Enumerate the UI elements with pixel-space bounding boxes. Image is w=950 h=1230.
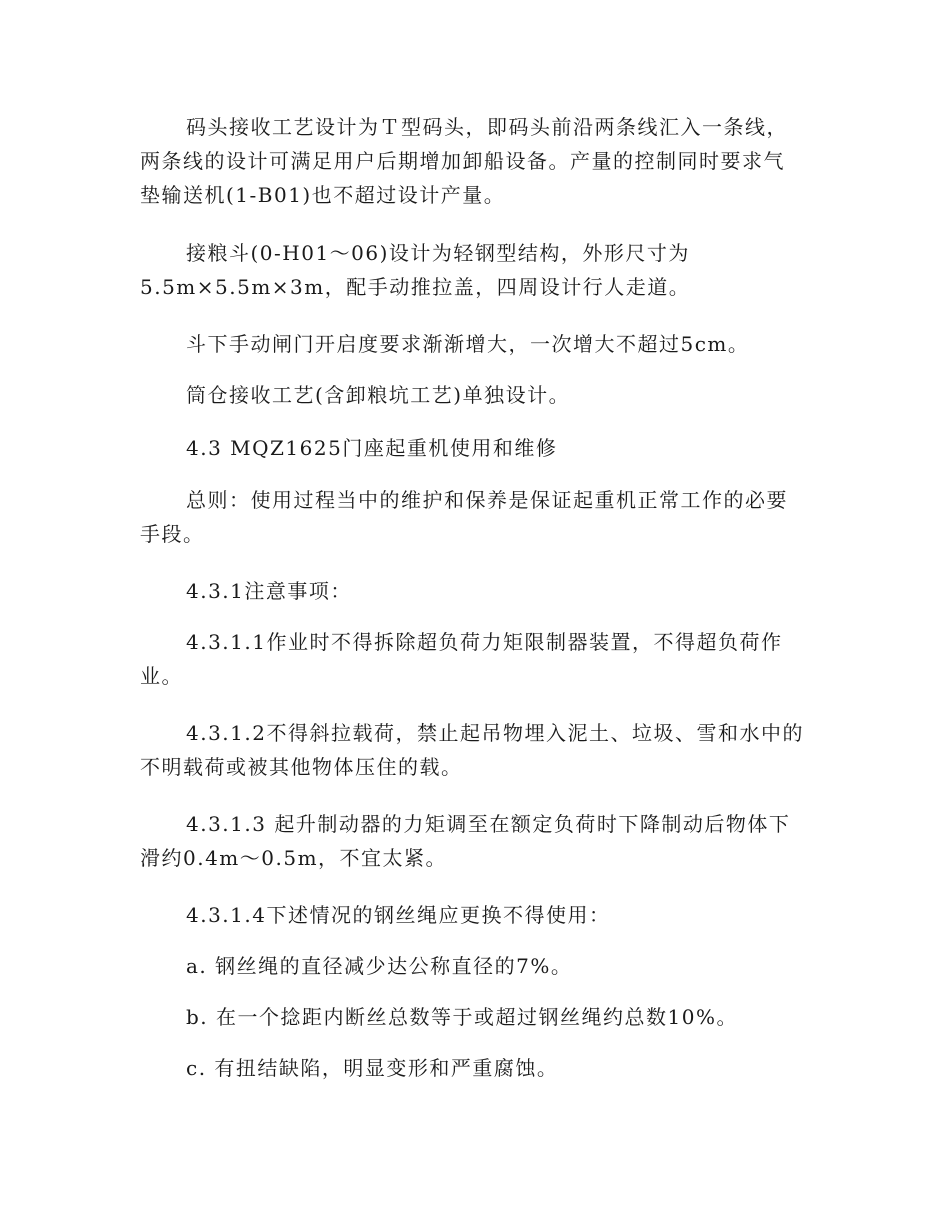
text-line: 5.5m×5.5m×3m，配手动推拉盖，四周设计行人走道。 <box>140 275 691 299</box>
text-line: 4.3.1.1作业时不得拆除超负荷力矩限制器装置，不得超负荷作 <box>186 630 783 654</box>
paragraph-silo-process <box>140 378 820 412</box>
item-4-3-1-3 <box>140 807 820 875</box>
item-4-3-1-1 <box>140 625 820 693</box>
paragraph-general-rule <box>140 483 820 551</box>
text-line: 4.3.1注意事项： <box>186 579 352 603</box>
text-line: a. 钢丝绳的直径减少达公称直径的7%。 <box>186 954 573 978</box>
paragraph-gate-opening <box>140 327 820 361</box>
text-line: 接粮斗(0-H01～06)设计为轻钢型结构，外形尺寸为 <box>186 241 690 265</box>
text-line: 滑约0.4m～0.5m，不宜太紧。 <box>140 846 448 870</box>
list-item-b <box>140 1000 820 1034</box>
item-4-3-1-2 <box>140 716 820 784</box>
text-line: 4.3.1.2不得斜拉载荷，禁止起吊物埋入泥土、垃圾、雪和水中的 <box>186 721 804 745</box>
text-line: 4.3.1.4下述情况的钢丝绳应更换不得使用： <box>186 903 611 927</box>
text-line: 垫输送机(1-B01)也不超过设计产量。 <box>140 183 506 207</box>
text-line: 总则：使用过程当中的维护和保养是保证起重机正常工作的必要 <box>186 488 788 512</box>
text-line: 筒仓接收工艺(含卸粮坑工艺)单独设计。 <box>186 383 571 407</box>
text-line: 手段。 <box>140 522 205 546</box>
text-line: 不明载荷或被其他物体压住的载。 <box>140 755 463 779</box>
text-line: 业。 <box>140 664 183 688</box>
paragraph-hopper-design <box>140 236 820 304</box>
text-line: 两条线的设计可满足用户后期增加卸船设备。产量的控制同时要求气 <box>140 149 785 173</box>
text-line: 4.3.1.3 起升制动器的力矩调至在额定负荷时下降制动后物体下 <box>186 812 791 836</box>
list-item-c <box>140 1051 820 1085</box>
text-line: 码头接收工艺设计为Ｔ型码头，即码头前沿两条线汇入一条线， <box>186 115 788 139</box>
text-line: b. 在一个捻距内断丝总数等于或超过钢丝绳约总数10%。 <box>186 1005 738 1029</box>
section-heading-4-3 <box>140 431 820 465</box>
text-line: 4.3 MQZ1625门座起重机使用和维修 <box>186 436 558 460</box>
text-line: 斗下手动闸门开启度要求渐渐增大，一次增大不超过5cm。 <box>186 332 750 356</box>
section-heading-4-3-1 <box>140 574 820 608</box>
paragraph-dock-process <box>140 110 820 212</box>
list-item-a <box>140 949 820 983</box>
text-line: c. 有扭结缺陷，明显变形和严重腐蚀。 <box>186 1056 559 1080</box>
item-4-3-1-4 <box>140 898 820 932</box>
